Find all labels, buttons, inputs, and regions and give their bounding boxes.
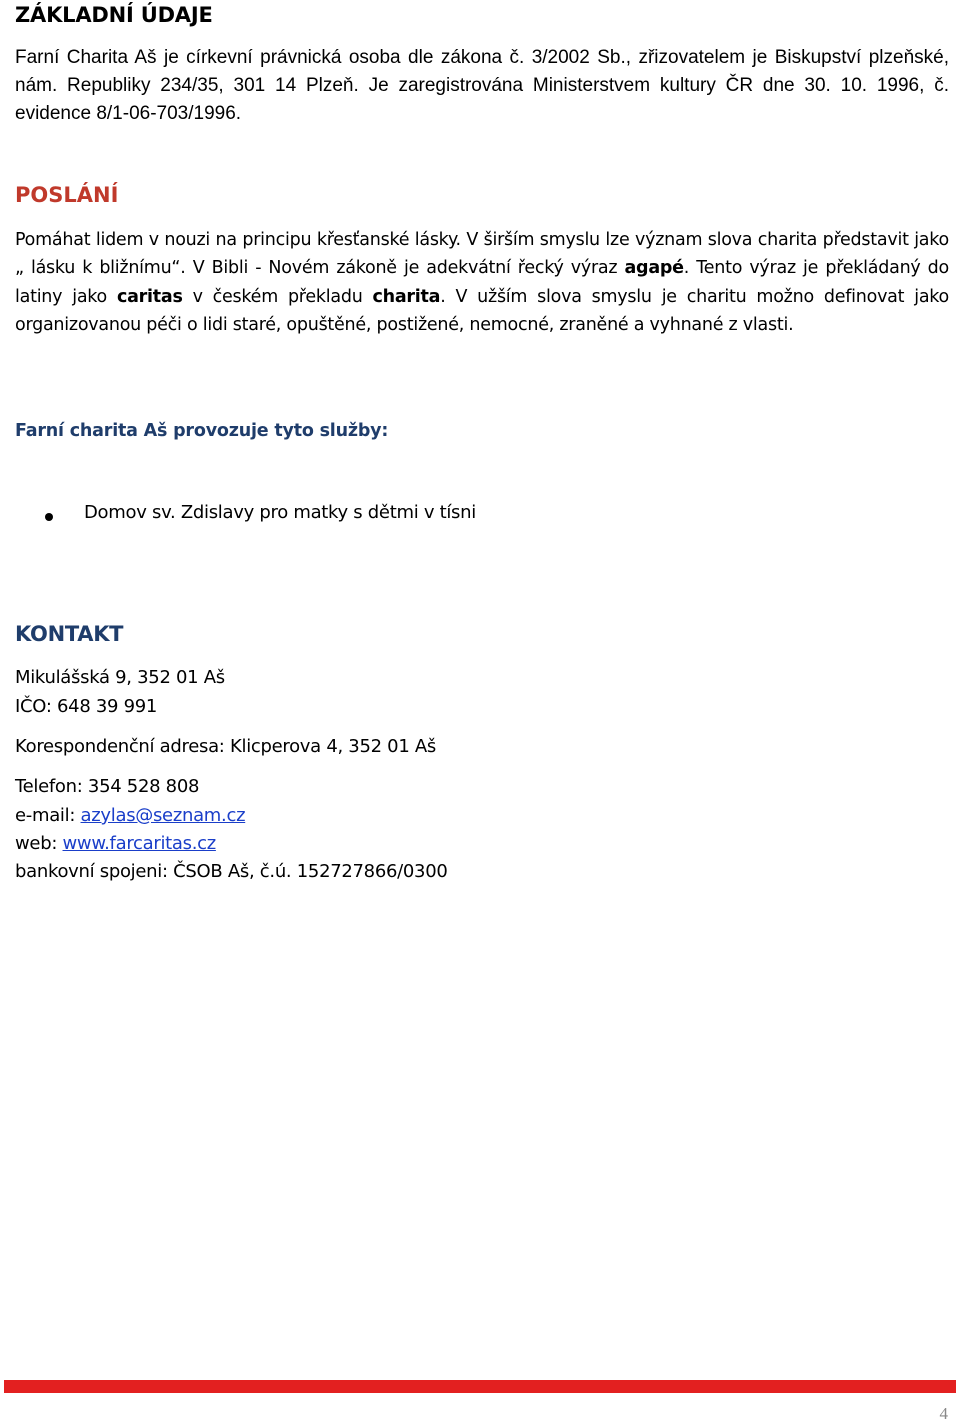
bullet-icon: [45, 513, 53, 521]
mission-text-2: . Tento výraz je překládaný do latiny jako: [15, 258, 949, 307]
mission-text-3: v českém překladu: [182, 286, 373, 307]
mission-heading: POSLÁNÍ: [15, 183, 119, 207]
basic-info-paragraph: Farní Charita Aš je církevní právnická osoba dle zákona č. 3/2002 Sb., zřizovatelem je Biskupství plzeňské, nám. Republiky 234/35, 301 14 Plzeň. Je zaregistrována Ministerstvem kultury ČR dne 30. 10. 1996, č. evidence 8/1-06-703/1996.: [15, 47, 949, 124]
mission-text-1: Pomáhat lidem v nouzi na principu křesťanské lásky. V širším smyslu lze význam slova charita představit jako „ lásku k bližnímu“. V Bibli - Novém zákoně je adekvátní řecký výraz: [15, 230, 949, 279]
page-number: 4: [939, 1404, 948, 1423]
contact-ico: IČO: 648 39 991: [15, 696, 158, 717]
email-link[interactable]: azylas@seznam.cz: [80, 805, 246, 826]
services-heading: Farní charita Aš provozuje tyto služby:: [15, 421, 389, 441]
web-link[interactable]: www.farcaritas.cz: [62, 833, 216, 854]
contact-bank: bankovní spojeni: ČSOB Aš, č.ú. 152727866/0300: [15, 861, 448, 882]
mission-term-caritas: caritas: [116, 286, 183, 307]
mission-term-agape: agapé: [624, 258, 684, 279]
contact-correspondence-address: Korespondenční adresa: Klicperova 4, 352 01 Aš: [15, 736, 437, 757]
contact-web-row: [15, 833, 216, 854]
contact-heading: KONTAKT: [15, 622, 124, 646]
service-item-label: Domov sv. Zdislavy pro matky s dětmi v tísni: [84, 502, 476, 523]
mission-text-4: . V užším slova smyslu je charitu možno definovat jako organizovanou péči o lidi staré, opuštěné, postižené, nemocné, zraněné a vyhnané z vlasti.: [15, 286, 950, 335]
contact-phone: Telefon: 354 528 808: [15, 776, 200, 797]
web-label: web:: [15, 833, 63, 854]
contact-address: Mikulášská 9, 352 01 Aš: [15, 667, 225, 688]
footer-bar: [4, 1380, 956, 1393]
contact-email-row: [15, 805, 245, 826]
mission-term-charita: charita: [372, 286, 441, 307]
basic-info-heading: ZÁKLADNÍ ÚDAJE: [15, 3, 213, 27]
email-label: e-mail:: [15, 805, 81, 826]
mission-paragraph: [15, 226, 949, 339]
